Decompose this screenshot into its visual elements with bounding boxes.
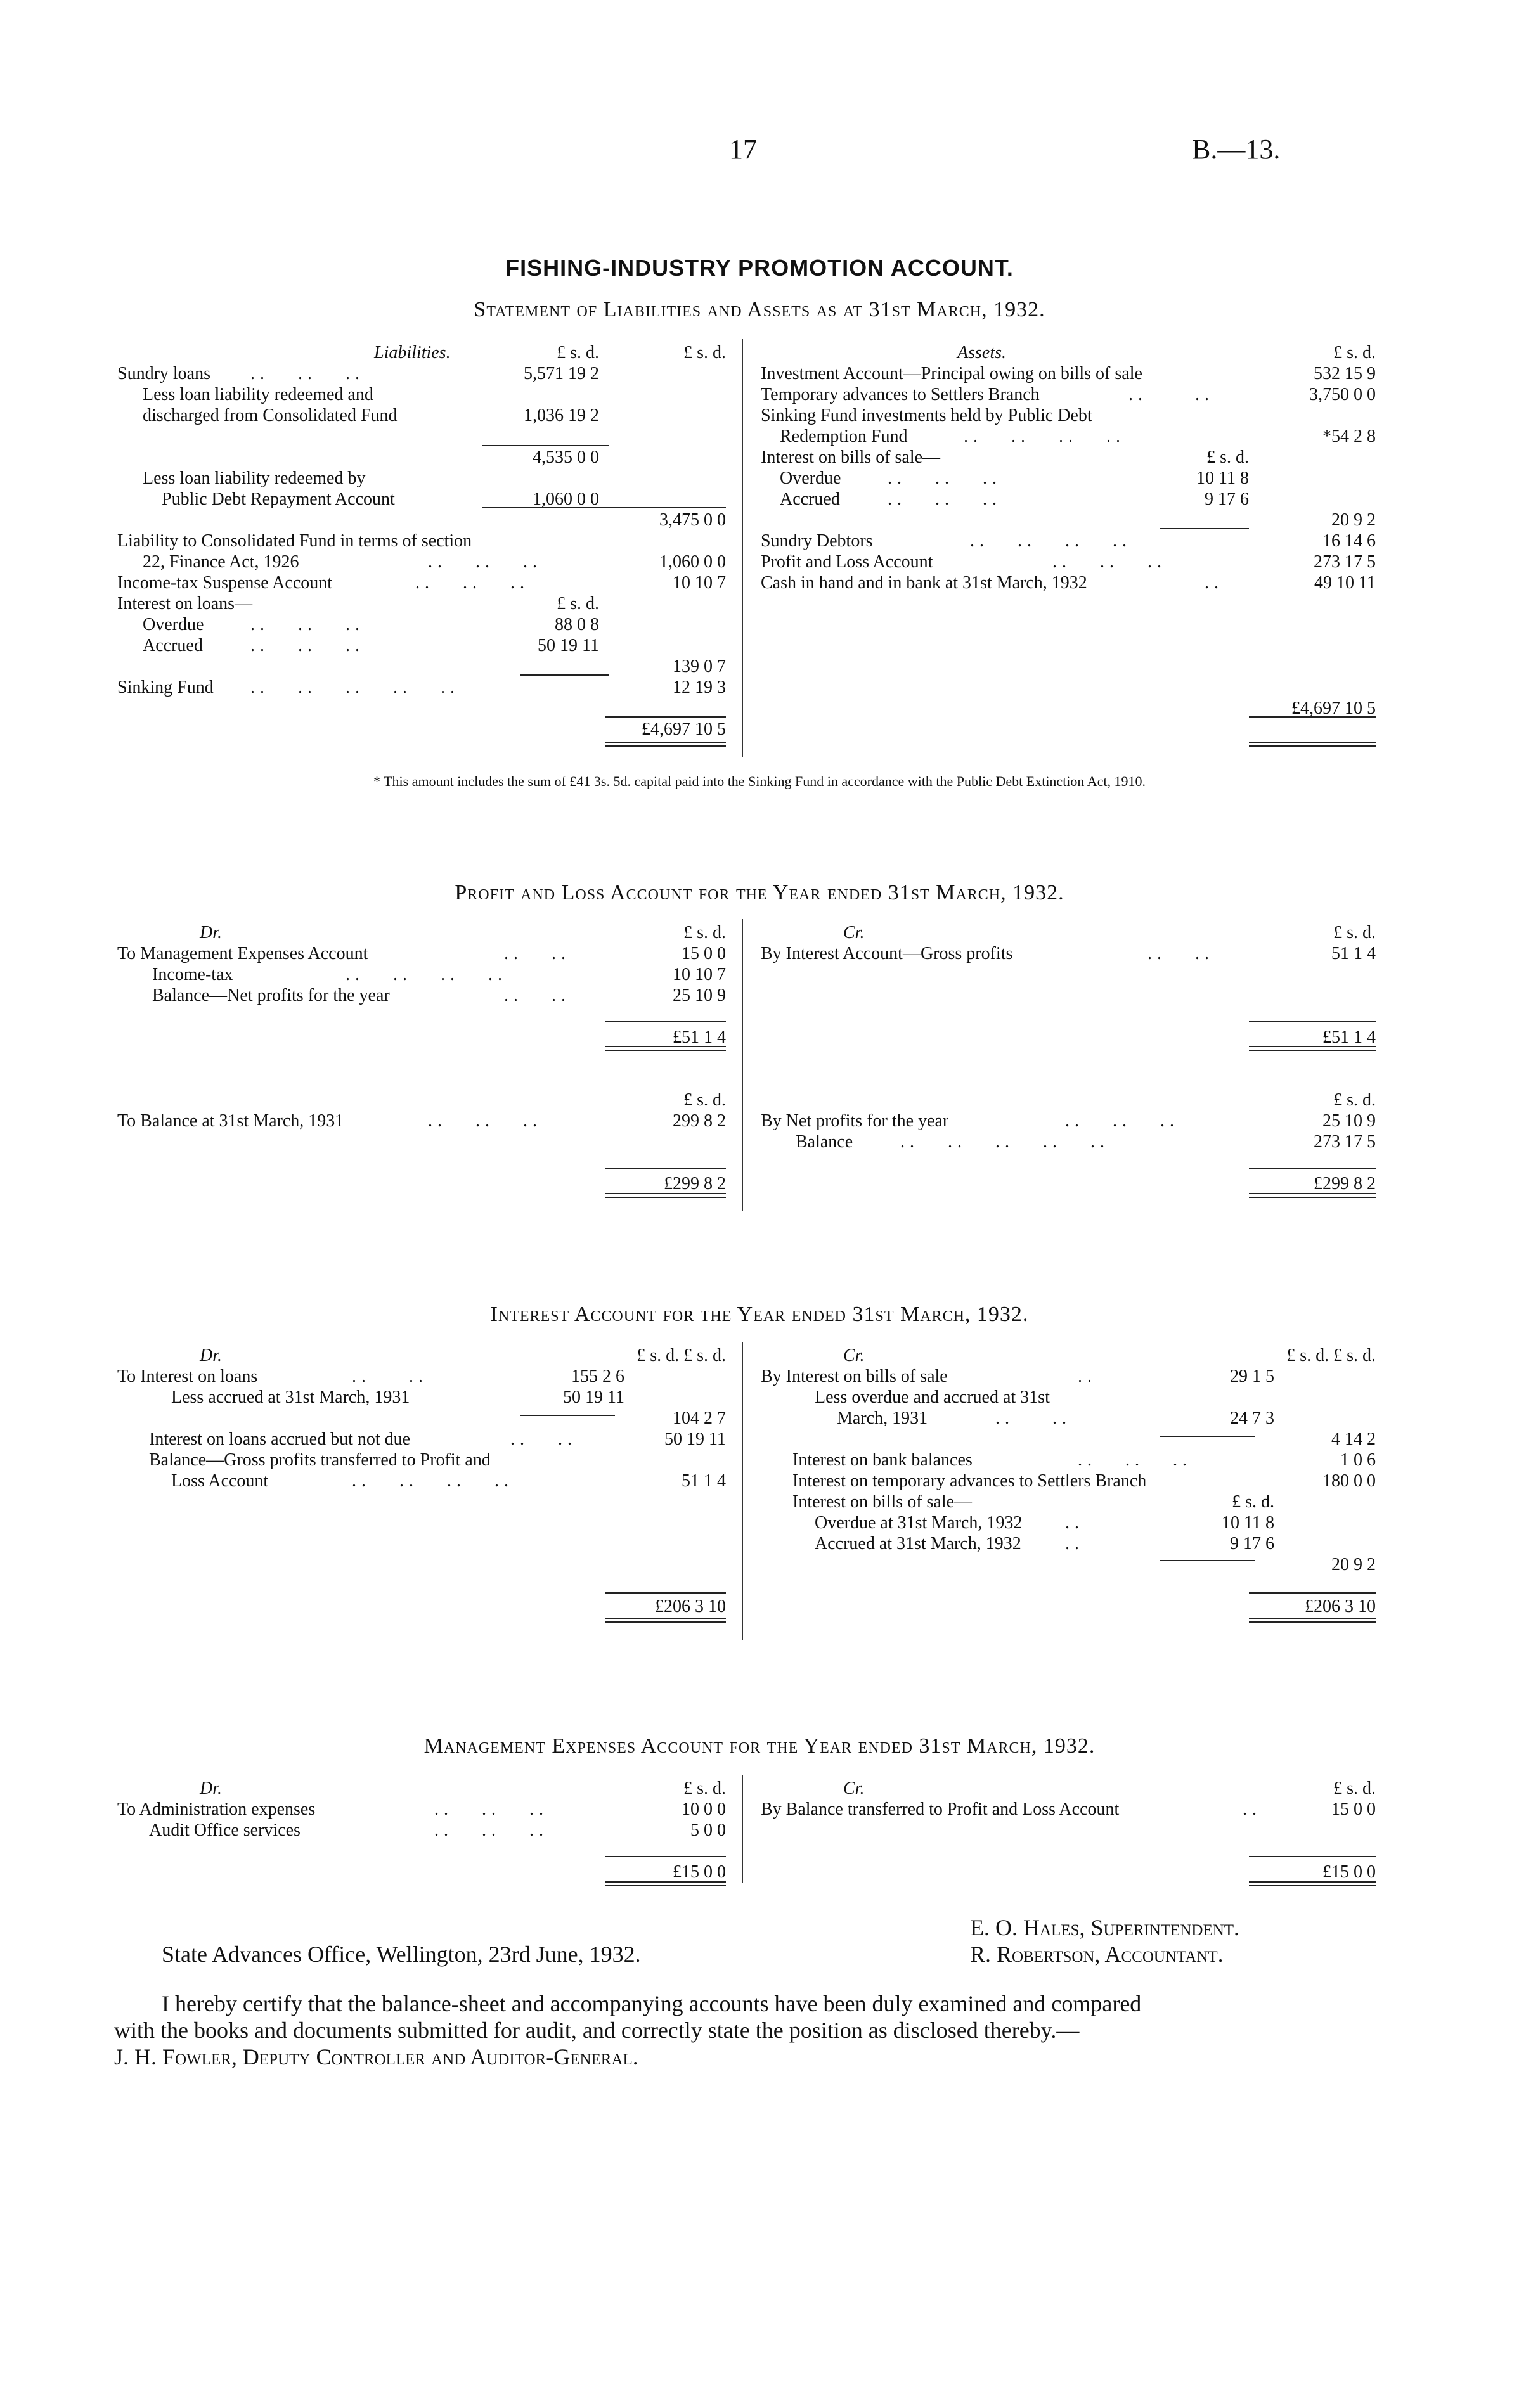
less-overdue-amount: 24 7 3 <box>1230 1408 1274 1428</box>
interest-bills-label: Interest on bills of sale— <box>761 447 941 467</box>
place-and-date: State Advances Office, Wellington, 23rd June, 1932. <box>162 1941 641 1967</box>
credit-heading: Cr. <box>843 1779 865 1798</box>
double-rule <box>1249 1046 1376 1051</box>
by-interest-bills-label: By Interest on bills of sale <box>761 1367 948 1386</box>
rule <box>605 1168 726 1169</box>
signature-accountant: R. Robertson, Accountant. <box>970 1941 1224 1967</box>
pl-credit-column: Cr. £ s. d. By Interest Account—Gross profits .. .. 51 1 4 £51 1 4 £ s. d. By Net profits for the year .. .. .. 25 10 9 Balance .. .. .. .. .. 273 17 5 £299 8 2 <box>761 923 1376 1194</box>
footnote: * This amount includes the sum of £41 3s. 5d. capital paid into the Sinking Fund in accordance with the Public Debt Extinction Act, 1910. <box>373 773 1146 789</box>
balance-label: Balance <box>796 1132 853 1152</box>
rule <box>1249 1592 1376 1594</box>
rule <box>1160 1436 1255 1437</box>
accrued-label: Accrued <box>143 636 203 655</box>
lsd-heading: £ s. d. <box>683 343 726 363</box>
accrued-1932-label: Accrued at 31st March, 1932 <box>815 1534 1021 1554</box>
interest-divider <box>742 1342 743 1640</box>
audit-office-label: Audit Office services <box>149 1820 301 1840</box>
administration-expenses-label: To Administration expenses <box>117 1800 316 1819</box>
interest-bills-label: Interest on bills of sale— <box>792 1492 973 1512</box>
temporary-advances-interest-amount: 180 0 0 <box>1322 1471 1376 1491</box>
accrued-not-due-label: Interest on loans accrued but not due <box>149 1429 411 1449</box>
lsd-heading: £ s. d. <box>1232 1492 1274 1512</box>
income-tax-label: Income-tax <box>152 965 233 984</box>
by-net-profits-label: By Net profits for the year <box>761 1111 949 1131</box>
lsd-heading: £ s. d. <box>1206 447 1249 467</box>
lsd-heading: £ s. d. <box>683 1779 726 1798</box>
rule <box>520 674 609 676</box>
credit-heading: Cr. <box>843 923 865 943</box>
sundry-loans-label: Sundry loans <box>117 364 210 383</box>
income-tax-suspense-label: Income-tax Suspense Account <box>117 573 333 593</box>
balance-sheet-divider <box>742 339 743 757</box>
rule <box>605 1856 726 1857</box>
credit-heading: Cr. <box>843 1346 865 1365</box>
pl-total-1: £51 1 4 <box>673 1027 726 1047</box>
bank-balances-amount: 1 0 6 <box>1340 1450 1376 1470</box>
assets-overdue-amount: 10 11 8 <box>1196 468 1249 488</box>
rule <box>482 507 609 508</box>
sinking-fund-amount: 12 19 3 <box>673 678 726 697</box>
rule <box>605 1592 726 1594</box>
debit-heading: Dr. <box>200 1346 223 1365</box>
rule <box>1160 1560 1255 1561</box>
lsd-heading: £ s. d. £ s. d. <box>1286 1346 1376 1365</box>
management-expenses-amount: 15 0 0 <box>682 944 726 963</box>
rule <box>1249 1856 1376 1857</box>
sinking-fund-investments-label-2: Redemption Fund <box>780 427 908 446</box>
balance-amount: 273 17 5 <box>1314 1132 1376 1152</box>
net-loans-amount: 3,475 0 0 <box>659 510 726 530</box>
rule <box>1249 1168 1376 1169</box>
gross-profits-amount: 51 1 4 <box>682 1471 726 1491</box>
temporary-advances-interest-label: Interest on temporary advances to Settlers Branch <box>792 1471 1147 1491</box>
lsd-heading: £ s. d. <box>1333 343 1376 363</box>
liability-consolidated-amount: 1,060 0 0 <box>659 552 726 572</box>
subtotal-loans: 4,535 0 0 <box>533 447 599 467</box>
income-tax-amount: 10 10 7 <box>673 965 726 984</box>
balance-sheet-title: Statement of Liabilities and Assets as at 31st March, 1932. <box>474 298 1045 321</box>
less-consolidated-label-2: discharged from Consolidated Fund <box>143 406 398 425</box>
interest-title: Interest Account for the Year ended 31st March, 1932. <box>490 1303 1029 1326</box>
by-balance-transferred-label: By Balance transferred to Profit and Loss Account <box>761 1800 1120 1819</box>
rule <box>1160 528 1249 529</box>
profit-loss-label: Profit and Loss Account <box>761 552 933 572</box>
liabilities-heading: Liabilities. <box>374 343 451 363</box>
double-rule <box>605 1618 726 1623</box>
management-credit-column: Cr. £ s. d. By Balance transferred to Profit and Loss Account .. 15 0 0 £15 0 0 <box>761 1779 1376 1882</box>
document-reference: B.—13. <box>1192 134 1281 165</box>
interest-debit-column: Dr. £ s. d. £ s. d. To Interest on loans .. .. 155 2 6 Less accrued at 31st March, 1931 50 19 11 104 2 7 Interest on loans accrued but not due .. .. 50 19 11 Balance—Gross profits transferred to Profit and Loss Account .. .. .. .. 51 1 4 £206 3 10 <box>117 1346 726 1616</box>
less-overdue-label: Less overdue and accrued at 31st <box>815 1387 1050 1407</box>
overdue-1932-amount: 10 11 8 <box>1222 1513 1274 1533</box>
less-pdr-amount: 1,060 0 0 <box>533 489 599 509</box>
sinking-fund-label: Sinking Fund <box>117 678 214 697</box>
rule <box>1249 716 1376 718</box>
interest-on-loans-total: 139 0 7 <box>673 657 726 676</box>
overdue-1932-label: Overdue at 31st March, 1932 <box>815 1513 1023 1533</box>
less-accrued-amount: 50 19 11 <box>563 1387 624 1407</box>
by-interest-bills-amount: 29 1 5 <box>1230 1367 1274 1386</box>
lsd-heading: £ s. d. <box>1333 1779 1376 1798</box>
accrued-not-due-amount: 50 19 11 <box>664 1429 726 1449</box>
pl-debit-column: Dr. £ s. d. To Management Expenses Account .. .. 15 0 0 Income-tax .. .. .. .. 10 10 7 Balance—Net profits for the year .. .. 25 10 9 £51 1 4 £ s. d. To Balance at 31st March, 1931 .. .. .. 299 8 2 £299 8 2 <box>117 923 726 1194</box>
double-rule <box>1249 1193 1376 1198</box>
gross-profits-label-2: Loss Account <box>171 1471 269 1491</box>
assets-overdue-label: Overdue <box>780 468 841 488</box>
sundry-debtors-amount: 16 14 6 <box>1322 531 1376 551</box>
cash-amount: 49 10 11 <box>1314 573 1376 593</box>
rule <box>605 1021 726 1022</box>
overdue-amount: 88 0 8 <box>555 615 599 634</box>
lsd-heading: £ s. d. <box>683 1090 726 1110</box>
to-balance-label: To Balance at 31st March, 1931 <box>117 1111 344 1131</box>
management-divider <box>742 1775 743 1883</box>
profit-loss-amount: 273 17 5 <box>1314 552 1376 572</box>
rule <box>520 1415 615 1416</box>
certificate-line-1: I hereby certify that the balance-sheet and accompanying accounts have been duly examined and compared <box>162 1991 1142 2016</box>
management-expenses-label: To Management Expenses Account <box>117 944 368 963</box>
by-interest-amount: 51 1 4 <box>1331 944 1376 963</box>
temporary-advances-label: Temporary advances to Settlers Branch <box>761 385 1040 404</box>
pl-total-1-credit: £51 1 4 <box>1322 1027 1376 1047</box>
gross-profits-label: Balance—Gross profits transferred to Profit and <box>149 1450 491 1470</box>
overdue-label: Overdue <box>143 615 204 634</box>
audit-office-amount: 5 0 0 <box>690 1820 726 1840</box>
certificate-line-2: with the books and documents submitted for audit, and correctly state the position as disclosed thereby.— <box>114 2018 1080 2043</box>
rule <box>605 716 726 718</box>
double-rule <box>1249 742 1376 747</box>
administration-expenses-amount: 10 0 0 <box>682 1800 726 1819</box>
assets-column: Assets. £ s. d. Investment Account—Principal owing on bills of sale 532 15 9 Temporary advances to Settlers Branch .. .. 3,750 0 0 Sinking Fund investments held by Public Debt Redemption Fund .. .. .. .. *54 2 8 Interest on bills of sale— £ s. d. Overdue .. .. .. 10 11 8 Accrued .. .. .. 9 17 6 20 9 2 Sundry Debtors .. .. .. .. 16 14 6 Profit and Loss Account .. .. .. 273 17 5 Cash in hand and in bank at 31st March, 1932 .. 49 10 11 £4,697 10 5 <box>761 343 1376 718</box>
less-pdr-label: Less loan liability redeemed by <box>143 468 366 488</box>
sundry-debtors-label: Sundry Debtors <box>761 531 873 551</box>
total-assets: £4,697 10 5 <box>1291 699 1376 718</box>
temporary-advances-amount: 3,750 0 0 <box>1309 385 1376 404</box>
assets-accrued-label: Accrued <box>780 489 840 509</box>
sinking-fund-investments-amount: *54 2 8 <box>1322 427 1376 446</box>
balance-net-profits-amount: 25 10 9 <box>673 986 726 1005</box>
liability-consolidated-label-2: 22, Finance Act, 1926 <box>143 552 299 572</box>
page-number: 17 <box>729 134 757 165</box>
less-consolidated-label: Less loan liability redeemed and <box>143 385 373 404</box>
double-rule <box>1249 1881 1376 1886</box>
signature-superintendent: E. O. Hales, Superintendent. <box>970 1915 1240 1940</box>
debit-heading: Dr. <box>200 1779 223 1798</box>
pl-total-2-credit: £299 8 2 <box>1314 1174 1376 1194</box>
cash-label: Cash in hand and in bank at 31st March, 1932 <box>761 573 1087 593</box>
total-liabilities: £4,697 10 5 <box>642 719 726 739</box>
bank-balances-label: Interest on bank balances <box>792 1450 973 1470</box>
by-net-profits-amount: 25 10 9 <box>1322 1111 1376 1131</box>
assets-accrued-amount: 9 17 6 <box>1205 489 1249 509</box>
lsd-heading: £ s. d. <box>683 923 726 943</box>
lsd-heading: £ s. d. £ s. d. <box>637 1346 726 1365</box>
rule <box>599 507 726 508</box>
lsd-heading: £ s. d. <box>557 343 599 363</box>
main-title: FISHING-INDUSTRY PROMOTION ACCOUNT. <box>505 255 1014 281</box>
double-rule <box>605 1881 726 1886</box>
liability-consolidated-label: Liability to Consolidated Fund in terms of section <box>117 531 472 551</box>
sinking-fund-investments-label: Sinking Fund investments held by Public Debt <box>761 406 1092 425</box>
interest-total-credit: £206 3 10 <box>1305 1597 1376 1616</box>
investment-label: Investment Account—Principal owing on bills of sale <box>761 364 1142 383</box>
lsd-heading: £ s. d. <box>557 594 599 614</box>
less-accrued-label: Less accrued at 31st March, 1931 <box>171 1387 410 1407</box>
pl-total-2: £299 8 2 <box>664 1174 726 1194</box>
double-rule <box>605 1193 726 1198</box>
to-balance-amount: 299 8 2 <box>673 1111 726 1131</box>
management-total-credit: £15 0 0 <box>1322 1862 1376 1882</box>
management-title: Management Expenses Account for the Year ended 31st March, 1932. <box>423 1734 1096 1758</box>
investment-amount: 532 15 9 <box>1314 364 1376 383</box>
interest-on-loans-label: Interest on loans— <box>117 594 253 614</box>
double-rule <box>1249 1618 1376 1623</box>
debit-heading: Dr. <box>200 923 223 943</box>
management-debit-column: Dr. £ s. d. To Administration expenses .. .. .. 10 0 0 Audit Office services .. .. .. 5 0 0 £15 0 0 <box>117 1779 726 1882</box>
less-pdr-label-2: Public Debt Repayment Account <box>162 489 395 509</box>
certificate-signature: J. H. Fowler, Deputy Controller and Auditor-General. <box>114 2044 638 2070</box>
interest-bills-total: 20 9 2 <box>1331 1555 1376 1574</box>
interest-bills-total: 20 9 2 <box>1331 510 1376 530</box>
accrued-amount: 50 19 11 <box>538 636 599 655</box>
rule <box>1249 1021 1376 1022</box>
by-balance-transferred-amount: 15 0 0 <box>1331 1800 1376 1819</box>
to-interest-loans-amount: 155 2 6 <box>571 1367 624 1386</box>
liabilities-column: Liabilities. £ s. d. £ s. d. Sundry loans .. .. .. 5,571 19 2 Less loan liability redeemed and discharged from Consolidated Fund 1,036 19 2 4,535 0 0 Less loan liability redeemed by Public Debt Repayment Account 1,060 0 0 3,475 0 0 Liability to Consolidated Fund in terms of section 22, Finance Act, 1926 .. .. .. 1,060 0 0 Income-tax Suspense Account .. .. .. 10 10 7 Interest on loans— £ s. d. Overdue .. .. .. 88 0 8 Accrued .. .. .. 50 19 11 139 0 7 Sinking Fund .. .. .. .. .. 12 19 3 £4,697 10 5 <box>117 343 726 739</box>
double-rule <box>605 742 726 747</box>
net-interest-amount: 104 2 7 <box>673 1408 726 1428</box>
management-total-debit: £15 0 0 <box>673 1862 726 1882</box>
less-overdue-label-2: March, 1931 <box>837 1408 928 1428</box>
interest-credit-column: Cr. £ s. d. £ s. d. By Interest on bills of sale .. 29 1 5 Less overdue and accrued at 31st March, 1931 .. .. 24 7 3 4 14 2 Interest on bank balances .. .. .. 1 0 6 Interest on temporary advances to Settlers Branch 180 0 0 Interest on bills of sale— £ s. d. Overdue at 31st March, 1932 .. 10 11 8 Accrued at 31st March, 1932 .. 9 17 6 20 9 2 £206 3 10 <box>761 1346 1376 1616</box>
pl-divider <box>742 919 743 1211</box>
interest-total-debit: £206 3 10 <box>655 1597 726 1616</box>
income-tax-suspense-amount: 10 10 7 <box>673 573 726 593</box>
net-bills-amount: 4 14 2 <box>1331 1429 1376 1449</box>
sundry-loans-amount: 5,571 19 2 <box>524 364 599 383</box>
less-consolidated-amount: 1,036 19 2 <box>524 406 599 425</box>
pl-title: Profit and Loss Account for the Year ended 31st March, 1932. <box>455 881 1064 905</box>
lsd-heading: £ s. d. <box>1333 923 1376 943</box>
lsd-heading: £ s. d. <box>1333 1090 1376 1110</box>
by-interest-label: By Interest Account—Gross profits <box>761 944 1013 963</box>
double-rule <box>605 1046 726 1051</box>
accrued-1932-amount: 9 17 6 <box>1230 1534 1274 1554</box>
balance-net-profits-label: Balance—Net profits for the year <box>152 986 390 1005</box>
rule <box>482 445 609 446</box>
to-interest-loans-label: To Interest on loans <box>117 1367 258 1386</box>
assets-heading: Assets. <box>957 343 1006 363</box>
